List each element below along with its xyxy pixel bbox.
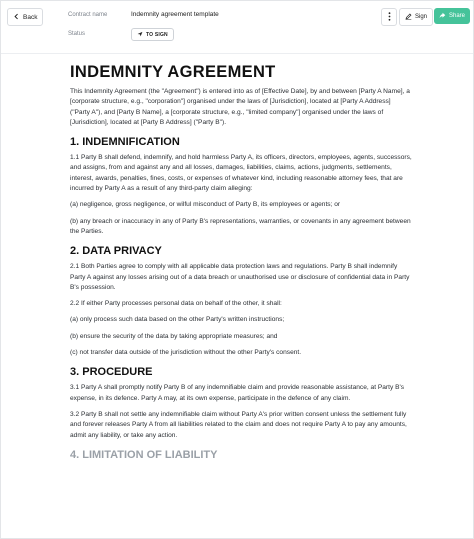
clause-paragraph: 2.2 If either Party processes personal data on behalf of the other, it shall:: [70, 300, 282, 308]
contract-name-label: Contract name: [68, 12, 108, 18]
section-heading: 2. DATA PRIVACY: [70, 245, 162, 258]
document-body: [70, 63, 412, 466]
share-button[interactable]: [434, 8, 470, 24]
pen-icon: [405, 13, 412, 22]
sign-label: Sign: [415, 14, 428, 20]
send-icon: [137, 31, 143, 39]
section-heading: 1. INDEMNIFICATION: [70, 136, 180, 149]
intro-paragraph: This Indemnity Agreement (the "Agreement") is entered into as of [Effective Date], by and between [Party A Name], a [corporate structure, e.g., "corporation"] organised under the laws of [Jurisdiction], located at [Party A Address] ("Party A"), and [Party B Name], a [corporate structure, e.g., "limited company"] organised under the laws of [Jurisdiction], located at [Party B Address] ("Party B").: [70, 88, 410, 126]
share-icon: [439, 12, 446, 21]
status-value: TO SIGN: [146, 31, 168, 38]
clause-paragraph: 2.1 Both Parties agree to comply with all applicable data protection laws and regulations. Party B shall indemnify Party A against any losses arising out of a data breach or unauthorised use or disclosure of confidential data in Party B's possession.: [70, 263, 410, 291]
clause-paragraph: 3.1 Party A shall promptly notify Party B of any indemnifiable claim and provide reasonable assistance, at Party B's expense, in its defence. Party A may, at its own expense, participate in the defence of any claim.: [70, 384, 405, 402]
clause-paragraph: (a) negligence, gross negligence, or wilful misconduct of Party B, its employees or agents; or: [70, 201, 341, 209]
contract-name-value[interactable]: Indemnity agreement template: [131, 11, 219, 18]
clause-paragraph: 3.2 Party B shall not settle any indemnifiable claim without Party A's prior written consent unless the settlement fully and forever releases Party A from all liabilities related to the claim and does not require Party A to pay any amounts, admit any liability, or take any action.: [70, 410, 407, 439]
status-badge: [131, 28, 174, 41]
bottom-fade-overlay: [1, 471, 473, 538]
back-button[interactable]: [7, 8, 43, 26]
arrow-left-icon: [13, 13, 20, 22]
document-title: INDEMNITY AGREEMENT: [70, 63, 276, 81]
section-heading: 4. LIMITATION OF LIABILITY: [70, 448, 218, 461]
clause-paragraph: (b) ensure the security of the data by taking appropriate measures; and: [70, 332, 278, 340]
section-heading: 3. PROCEDURE: [70, 366, 153, 379]
clause-paragraph: (c) not transfer data outside of the jurisdiction without the other Party's consent.: [70, 349, 302, 357]
more-options-button[interactable]: [381, 8, 397, 26]
contract-header: [1, 1, 473, 54]
clause-paragraph: (b) any breach or inaccuracy in any of Party B's representations, warranties, or covenants in any agreement between the Parties.: [70, 217, 411, 235]
clause-paragraph: 1.1 Party B shall defend, indemnify, and hold harmless Party A, its officers, directors, employees, agents, successors, and assigns, from and against any and all losses, damages, liabilities, claims, actions, judgments, settlements, interest, awards, penalties, fines, costs, or expenses of whatever kind, including reasonable attorney fees, that are incurred by Party A as a result of any third-party claim alleging:: [70, 154, 412, 193]
clause-paragraph: (a) only process such data based on the other Party's written instructions;: [70, 316, 285, 324]
more-vertical-icon: [388, 8, 391, 26]
sign-button[interactable]: [399, 8, 433, 26]
back-label: Back: [23, 13, 38, 21]
share-label: Share: [449, 13, 466, 19]
status-label: Status: [68, 31, 86, 37]
